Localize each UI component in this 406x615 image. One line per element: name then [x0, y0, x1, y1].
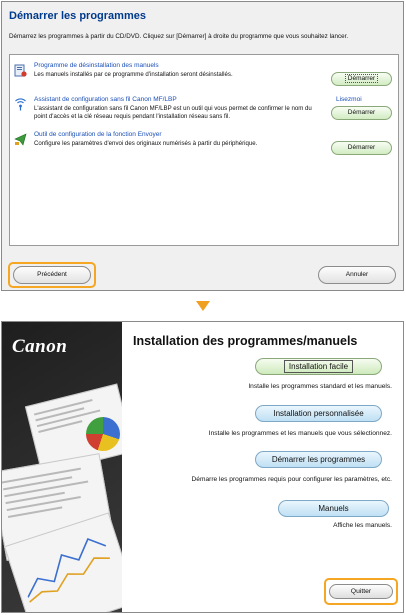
- brand-panel: [2, 322, 122, 612]
- start-programs-description: Démarre les programmes requis pour configurer les paramètres, etc.: [191, 476, 392, 483]
- program-description: Les manuels installés par ce programme d'installation seront désinstallés.: [34, 71, 233, 78]
- program-title: Outil de configuration de la fonction Envoyer: [34, 131, 162, 138]
- easy-install-description: Installe les programmes standard et les manuels.: [248, 383, 392, 390]
- program-title: Programme de désinstallation des manuels: [34, 62, 159, 69]
- start-button-manual-uninstaller[interactable]: Démarrer: [331, 72, 392, 86]
- install-menu-window: [1, 321, 404, 613]
- custom-install-button[interactable]: Installation personnalisée: [255, 405, 382, 422]
- program-description: Configure les paramètres d'envoi des originaux numérisés à partir du périphérique.: [34, 140, 258, 147]
- arrow-down-icon: [196, 301, 210, 311]
- program-description: L'assistant de configuration sans fil Canon MF/LBP est un outil qui vous permet de confirmer le nom du point d'accès et la clé réseau requis pendant l'installation réseau sans fil.: [34, 105, 312, 120]
- menu-panel: [122, 322, 404, 612]
- quit-button[interactable]: Quitter: [329, 584, 393, 599]
- dialog-title: Démarrer les programmes: [9, 10, 146, 22]
- line-chart-image: [14, 524, 122, 612]
- back-button[interactable]: Précédent: [13, 266, 91, 284]
- start-programs-button[interactable]: Démarrer les programmes: [255, 451, 382, 468]
- manual-uninstaller-icon: [14, 64, 27, 77]
- manuals-button[interactable]: Manuels: [278, 500, 389, 517]
- custom-install-description: Installe les programmes et les manuels que vous sélectionnez.: [208, 430, 392, 437]
- canon-logo: Canon: [12, 336, 68, 357]
- manuals-description: Affiche les manuels.: [333, 522, 392, 529]
- program-list: [9, 54, 399, 246]
- wireless-icon: [14, 98, 27, 111]
- program-title: Assistant de configuration sans fil Canon MF/LBP: [34, 96, 177, 103]
- start-button-send-setting[interactable]: Démarrer: [331, 141, 392, 155]
- send-setting-icon: [14, 133, 27, 146]
- start-button-wireless-setup[interactable]: Démarrer: [331, 106, 392, 120]
- start-programs-dialog: [1, 1, 404, 291]
- easy-install-button[interactable]: Installation facile: [255, 358, 382, 375]
- window-title: Installation des programmes/manuels: [133, 334, 358, 348]
- dialog-intro: Démarrez les programmes à partir du CD/DVD. Cliquez sur [Démarrer] à droite du programme que vous souhaitez lancer.: [9, 33, 349, 40]
- cancel-button[interactable]: Annuler: [318, 266, 396, 284]
- readme-link[interactable]: Lisezmoi: [336, 96, 362, 103]
- pie-chart-image: [86, 417, 120, 451]
